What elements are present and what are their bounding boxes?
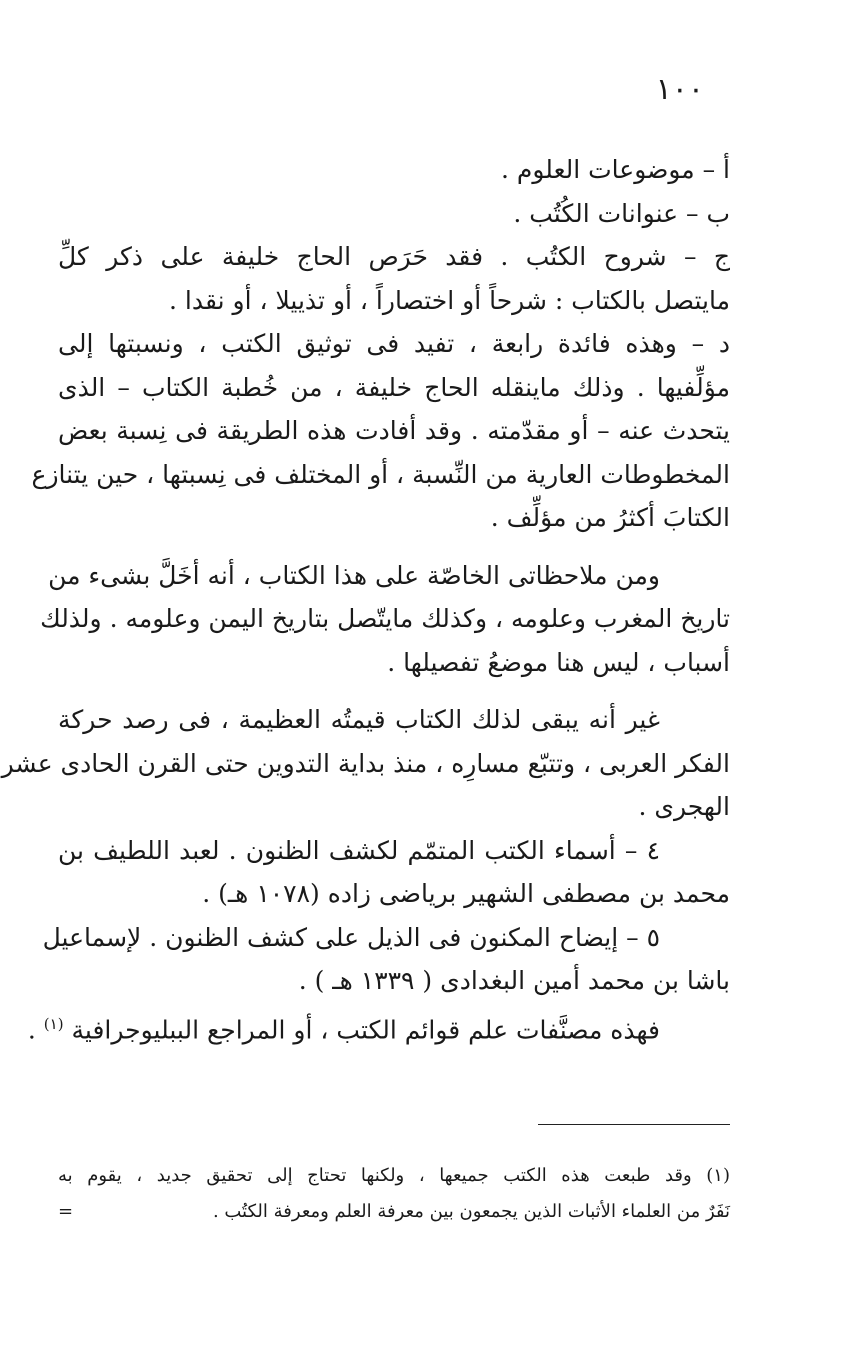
footnote-reference: (١): [43, 1014, 64, 1033]
paragraph-4-end: .: [27, 1014, 44, 1044]
list-item-d-line-1: د – وهذه فائدة رابعة ، تفيد فى توثيق الكتب ، ونسبتها إلى: [58, 329, 730, 358]
page-number: ١٠٠: [655, 72, 704, 107]
paragraph-3-line-1: غير أنه يبقى لذلك الكتاب قيمتُه العظيمة ، فى رصد حركة: [58, 705, 660, 734]
footnote-1-line-2-row: [58, 1194, 730, 1230]
list-item-d-line-2: مؤلِّفيها . وذلك ماينقله الحاج خليفة ، من خُطبة الكتاب – الذى: [58, 372, 730, 402]
list-item-5-line-2: باشا بن محمد أمين البغدادى ( ١٣٣٩ هـ ) .: [298, 966, 730, 995]
paragraph-2-line-3: أسباب ، ليس هنا موضعُ تفصيلها .: [387, 647, 730, 677]
footnote-separator: [538, 1124, 730, 1125]
paragraph-3-line-3: الهجرى .: [638, 792, 730, 821]
footnote-1-line-2: نَفَرٌ من العلماء الأثبات الذين يجمعون بين معرفة العلم ومعرفة الكتُب .: [212, 1201, 730, 1222]
list-item-4-line-2: محمد بن مصطفى الشهير برياضى زاده (١٠٧٨ هـ) .: [202, 879, 730, 908]
paragraph-3-line-2: الفكر العربى ، وتتبّع مسارِه ، منذ بداية التدوين حتى القرن الحادى عشر: [1, 748, 730, 778]
list-item-c-line-1: ج – شروح الكتُب . فقد حَرَص الحاج خليفة على ذكر كلِّ: [58, 242, 730, 271]
footnotes: [58, 1158, 730, 1230]
footnote-1-line-1: (١) وقد طبعت هذه الكتب جميعها ، ولكنها تحتاج إلى تحقيق جديد ، يقوم به: [58, 1165, 730, 1186]
list-item-d-line-3: يتحدث عنه – أو مقدّمته . وقد أفادت هذه الطريقة فى نِسبة بعض: [58, 416, 730, 445]
footnote-continuation-mark: =: [58, 1201, 74, 1222]
list-item-d-line-5: الكتابَ أكثرُ من مؤلِّف .: [490, 503, 730, 532]
list-item-d-line-4: المخطوطات العارية من النِّسبة ، أو المختلف فى نِسبتها ، حين يتنازع: [31, 459, 730, 489]
list-item-4-line-1: ٤ – أسماء الكتب المتمّم لكشف الظنون . لعبد اللطيف بن: [58, 835, 660, 865]
paragraph-4-text: فهذه مصنَّفات علم قوائم الكتب ، أو المراجع الببليوجرافية: [71, 1014, 660, 1044]
list-item-b: ب – عنوانات الكُتُب .: [513, 198, 730, 228]
list-item-a: أ – موضوعات العلوم .: [501, 155, 730, 184]
paragraph-4: [27, 1003, 730, 1052]
paragraph-2-line-1: ومن ملاحظاتى الخاصّة على هذا الكتاب ، أنه أخَلَّ بشىء من: [48, 560, 660, 590]
paragraph-2-line-2: تاريخ المغرب وعلومه ، وكذلك مايتّصل بتاريخ اليمن وعلومه . ولذلك: [40, 604, 730, 633]
main-text: [1, 148, 730, 1051]
list-item-c-line-2: مايتصل بالكتاب : شرحاً أو اختصاراً ، أو تذييلا ، أو نقدا .: [169, 285, 730, 315]
list-item-5-line-1: ٥ – إيضاح المكنون فى الذيل على كشف الظنون . لإسماعيل: [42, 922, 660, 952]
